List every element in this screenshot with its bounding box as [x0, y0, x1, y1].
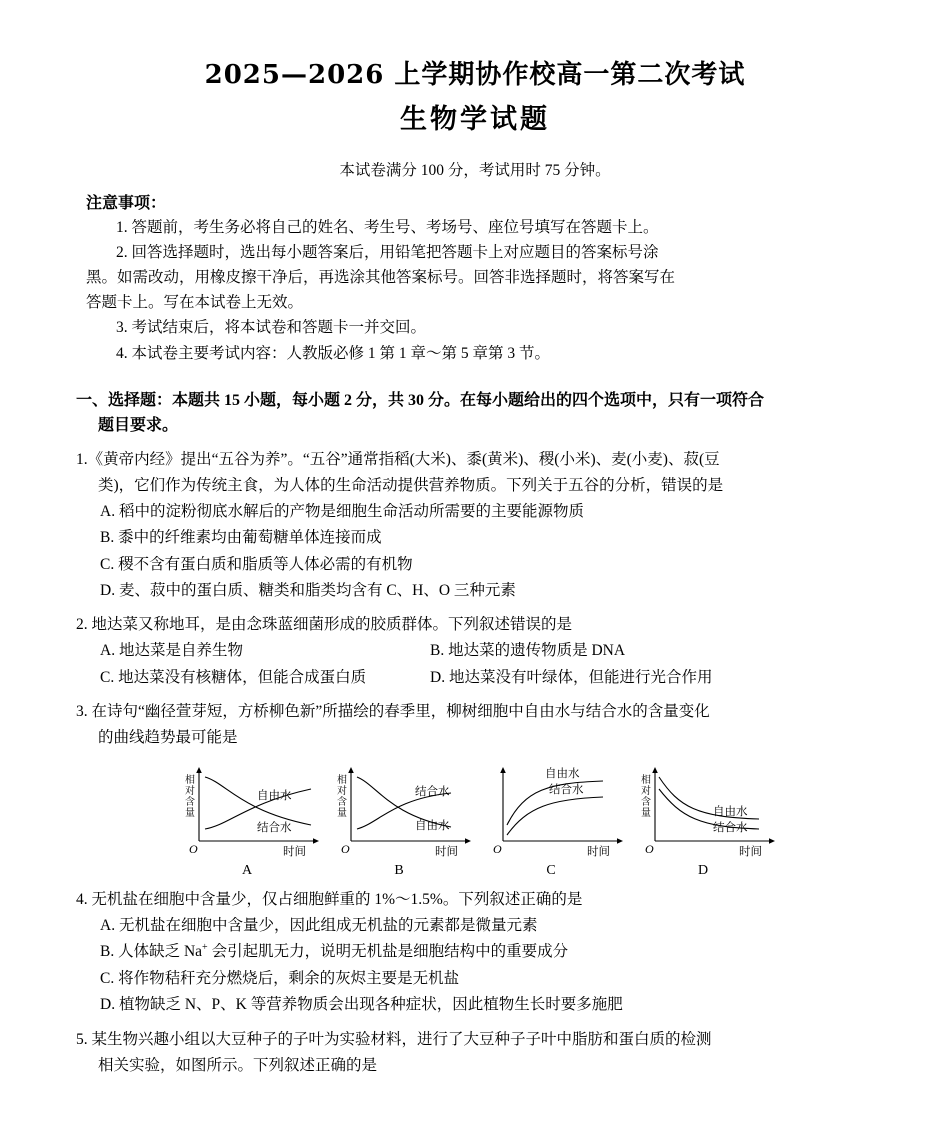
question-2-stem-line1: 2. 地达菜又称地耳，是由念珠蓝细菌形成的胶质群体。下列叙述错误的是	[76, 616, 573, 634]
chart-b-curve-label-free-water: 自由水	[415, 820, 450, 833]
question-2-option-d: D. 地达菜没有叶绿体，但能进行光合作用	[430, 668, 713, 686]
chart-c-curve-label-bound-water: 结合水	[549, 784, 584, 797]
question-2-option-b: B. 地达菜的遗传物质是 DNA	[430, 642, 626, 660]
question-4-option-c: C. 将作物秸秆充分燃烧后，剩余的灰烬主要是无机盐	[100, 969, 460, 987]
section-heading-line1: 一、选择题：本题共 15 小题，每小题 2 分，共 30 分。在每小题给出的四个选项中，只有一项符合	[76, 391, 765, 409]
chart-panel-b-label: B	[394, 863, 404, 879]
chart-b-curve-label-bound-water: 结合水	[415, 786, 450, 799]
chart-d-xlabel: 时间	[739, 846, 762, 859]
chart-b-xlabel: 时间	[435, 846, 458, 859]
chart-d-curve-label-free-water: 自由水	[713, 806, 748, 819]
question-4-stem	[76, 887, 874, 913]
chart-b-ylabel: 相对含量	[337, 775, 347, 820]
question-2-option-c: C. 地达菜没有核糖体，但能合成蛋白质	[100, 668, 367, 686]
chart-panel-a-label: A	[241, 863, 253, 879]
question-4-stem-line1: 4. 无机盐在细胞中含量少，仅占细胞鲜重的 1%～1.5%。下列叙述正确的是	[76, 891, 583, 909]
chart-c-origin: O	[493, 842, 502, 857]
notice-item: 1. 答题前，考生务必将自己的姓名、考生号、考场号、座位号填写在答题卡上。	[116, 219, 659, 236]
question-3-stem-line1: 3. 在诗句“幽径萱芽短，方桥柳色新”所描绘的春季里，柳树细胞中自由水与结合水的含量变化	[76, 703, 710, 720]
question-1-stem-line2: 类)，它们作为传统主食，为人体的生命活动提供营养物质。下列关于五谷的分析，错误的是	[98, 476, 724, 494]
chart-panel-d-label: D	[697, 863, 709, 879]
question-1-option-b: B. 黍中的纤维素均由葡萄糖单体连接而成	[100, 529, 382, 547]
notice-item: 4. 本试卷主要考试内容：人教版必修 1 第 1 章～第 5 章第 3 节。	[116, 344, 551, 362]
chart-panel-d	[627, 763, 779, 879]
chart-panel-c	[475, 763, 627, 879]
question-1-stem	[76, 447, 874, 499]
question-2-option-a: A. 地达菜是自养生物	[100, 642, 243, 660]
chart-panel-c-label: C	[546, 863, 556, 879]
question-2-stem	[76, 612, 874, 638]
subject-title: 生物学试题	[400, 104, 550, 135]
notice-item: 2. 回答选择题时，选出每小题答案后，用铅笔把答题卡上对应题目的答案标号涂	[116, 244, 659, 262]
chart-c-xlabel: 时间	[587, 846, 610, 859]
question-3-stem	[76, 699, 874, 751]
chart-d-origin: O	[645, 842, 654, 857]
chart-a-xlabel: 时间	[283, 846, 306, 859]
score-line: 本试卷满分 100 分，考试用时 75 分钟。	[339, 162, 611, 179]
chart-d-ylabel: 相对含量	[641, 775, 651, 820]
question-4-option-b: B. 人体缺乏 Na+ 会引起肌无力，说明无机盐是细胞结构中的重要成分	[100, 942, 569, 961]
section-heading-line2: 题目要求。	[98, 417, 179, 435]
chart-c-curve-label-free-water: 自由水	[545, 768, 580, 781]
question-1-option-a: A. 稻中的淀粉彻底水解后的产物是细胞生命活动所需要的主要能源物质	[100, 502, 584, 520]
notice-item: 答题卡上。写在本试卷上无效。	[86, 294, 304, 312]
chart-panel-a	[171, 763, 323, 879]
chart-a-ylabel: 相对含量	[185, 775, 195, 820]
question-4-option-a: A. 无机盐在细胞中含量少，因此组成无机盐的元素都是微量元素	[100, 917, 538, 935]
question-1-option-d: D. 麦、菽中的蛋白质、糖类和脂类均含有 C、H、O 三种元素	[100, 581, 516, 599]
page-title: 2025—2026 上学期协作校高一第二次考试	[204, 60, 746, 90]
chart-a-origin: O	[189, 842, 198, 857]
notice-heading: 注意事项：	[86, 195, 167, 212]
chart-a-curve-label-free-water: 自由水	[257, 790, 292, 803]
question-2-options-row	[100, 638, 874, 664]
notice-item: 3. 考试结束后，将本试卷和答题卡一并交回。	[116, 319, 427, 337]
question-2-options-row	[100, 665, 874, 691]
question-5-stem-line2: 相关实验，如图所示。下列叙述正确的是	[98, 1056, 378, 1074]
question-1-stem-line1: 1.《黄帝内经》提出“五谷为养”。“五谷”通常指稻(大米)、黍(黄米)、稷(小米)、麦(小麦)、菽(豆	[76, 450, 720, 468]
question-5-stem-line1: 5. 某生物兴趣小组以大豆种子的子叶为实验材料，进行了大豆种子子叶中脂肪和蛋白质的检测	[76, 1030, 712, 1048]
question-3-stem-line2: 的曲线趋势最可能是	[98, 729, 238, 747]
question-5-stem	[76, 1027, 874, 1079]
chart-a-curve-label-bound-water: 结合水	[257, 822, 292, 835]
question-3-figure	[76, 763, 874, 879]
section-heading	[76, 388, 874, 439]
question-1-option-c: C. 稷不含有蛋白质和脂质等人体必需的有机物	[100, 555, 413, 573]
chart-panel-b	[323, 763, 475, 879]
chart-b-origin: O	[341, 842, 350, 857]
chart-d-curve-label-bound-water: 结合水	[713, 822, 748, 835]
notice-item: 黑。如需改动，用橡皮擦干净后，再选涂其他答案标号。回答非选择题时，将答案写在	[86, 269, 676, 287]
question-4-option-d: D. 植物缺乏 N、P、K 等营养物质会出现各种症状，因此植物生长时要多施肥	[100, 996, 623, 1014]
